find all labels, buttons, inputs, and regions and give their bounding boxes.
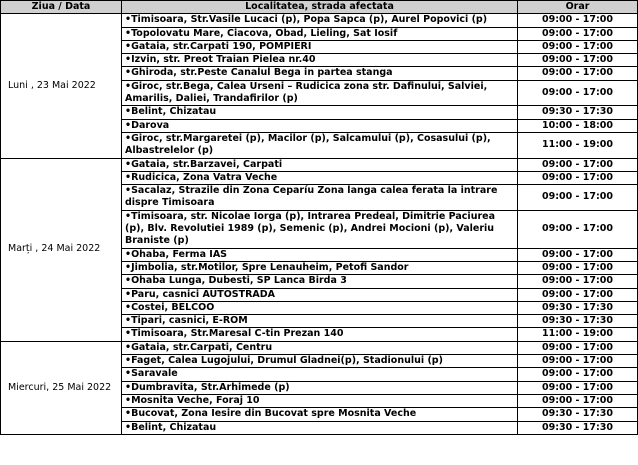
time-cell: 09:00 - 17:00 <box>518 67 638 80</box>
time-cell: 09:00 - 17:00 <box>518 210 638 248</box>
location-cell: •Ohaba Lunga, Dubesti, SP Lanca Birda 3 <box>122 275 518 288</box>
header-location: Localitatea, strada afectata <box>122 1 518 14</box>
location-cell: •Timisoara, Str.Vasile Lucaci (p), Popa Sapca (p), Aurel Popovici (p) <box>122 14 518 27</box>
location-cell: •Ohaba, Ferma IAS <box>122 248 518 261</box>
location-cell: •Giroc, str.Bega, Calea Urseni – Rudicica zona str. Dafinului, Salviei, Amarilis, Daliei, Trandafirilor (p) <box>122 80 518 106</box>
location-cell: •Timisoara, str. Nicolae Iorga (p), Intrarea Predeal, Dimitrie Paciurea (p), Blv. Revolutiei 1989 (p), Semenic (p), Andrei Mocioni (p), Valeriu Braniste (p) <box>122 210 518 248</box>
time-cell: 09:00 - 17:00 <box>518 288 638 301</box>
time-cell: 09:00 - 17:00 <box>518 27 638 40</box>
location-cell: •Dumbravita, Str.Arhimede (p) <box>122 381 518 394</box>
location-cell: •Bucovat, Zona Iesire din Bucovat spre Mosnita Veche <box>122 408 518 421</box>
header-schedule: Orar <box>518 1 638 14</box>
location-cell: •Timisoara, Str.Maresal C-tin Prezan 140 <box>122 328 518 341</box>
schedule-body <box>1 14 638 435</box>
time-cell: 09:00 - 17:00 <box>518 14 638 27</box>
time-cell: 09:00 - 17:00 <box>518 80 638 106</box>
day-cell: Marți , 24 Mai 2022 <box>1 158 122 341</box>
location-cell: •Darova <box>122 119 518 132</box>
time-cell: 09:30 - 17:30 <box>518 301 638 314</box>
location-cell: •Belint, Chizatau <box>122 106 518 119</box>
location-cell: •Giroc, str.Margaretei (p), Macilor (p), Salcamului (p), Cosasului (p), Albastrelelor (p) <box>122 132 518 158</box>
table-row <box>1 158 638 171</box>
time-cell: 09:00 - 17:00 <box>518 261 638 274</box>
location-cell: •Sacalaz, Strazile din Zona Ceparíu Zona langa calea ferata la intrare dispre Timisoara <box>122 185 518 211</box>
location-cell: •Jimbolia, str.Motilor, Spre Lenauheim, Petofi Sandor <box>122 261 518 274</box>
time-cell: 09:00 - 17:00 <box>518 381 638 394</box>
time-cell: 09:00 - 17:00 <box>518 275 638 288</box>
time-cell: 09:00 - 17:00 <box>518 171 638 184</box>
location-cell: •Gataia, str.Carpati 190, POMPIERI <box>122 40 518 53</box>
time-cell: 09:00 - 17:00 <box>518 368 638 381</box>
time-cell: 09:00 - 17:00 <box>518 341 638 354</box>
location-cell: •Gataia, str.Carpati, Centru <box>122 341 518 354</box>
location-cell: •Rudicica, Zona Vatra Veche <box>122 171 518 184</box>
time-cell: 09:00 - 17:00 <box>518 54 638 67</box>
time-cell: 09:00 - 17:00 <box>518 158 638 171</box>
location-cell: •Costei, BELCOO <box>122 301 518 314</box>
table-row <box>1 14 638 27</box>
location-cell: •Belint, Chizatau <box>122 421 518 434</box>
time-cell: 09:30 - 17:30 <box>518 421 638 434</box>
table-row <box>1 341 638 354</box>
header-day: Ziua / Data <box>1 1 122 14</box>
time-cell: 10:00 - 18:00 <box>518 119 638 132</box>
day-cell: Luni , 23 Mai 2022 <box>1 14 122 158</box>
location-cell: •Topolovatu Mare, Ciacova, Obad, Lieling, Sat Iosif <box>122 27 518 40</box>
day-cell: Miercuri, 25 Mai 2022 <box>1 341 122 434</box>
location-cell: •Tipari, casnici, E-ROM <box>122 315 518 328</box>
time-cell: 09:00 - 17:00 <box>518 394 638 407</box>
location-cell: •Ghiroda, str.Peste Canalul Bega in partea stanga <box>122 67 518 80</box>
location-cell: •Izvin, str. Preot Traian Pielea nr.40 <box>122 54 518 67</box>
location-cell: •Faget, Calea Lugojului, Drumul Gladnei(p), Stadionului (p) <box>122 355 518 368</box>
location-cell: •Mosnita Veche, Foraj 10 <box>122 394 518 407</box>
time-cell: 09:00 - 17:00 <box>518 355 638 368</box>
header-row <box>1 1 638 14</box>
time-cell: 11:00 - 19:00 <box>518 132 638 158</box>
time-cell: 09:30 - 17:30 <box>518 106 638 119</box>
time-cell: 09:30 - 17:30 <box>518 315 638 328</box>
time-cell: 09:30 - 17:30 <box>518 408 638 421</box>
location-cell: •Gataia, str.Barzavei, Carpati <box>122 158 518 171</box>
location-cell: •Saravale <box>122 368 518 381</box>
time-cell: 09:00 - 17:00 <box>518 185 638 211</box>
time-cell: 09:00 - 17:00 <box>518 248 638 261</box>
time-cell: 09:00 - 17:00 <box>518 40 638 53</box>
time-cell: 11:00 - 19:00 <box>518 328 638 341</box>
location-cell: •Paru, casnici AUTOSTRADA <box>122 288 518 301</box>
